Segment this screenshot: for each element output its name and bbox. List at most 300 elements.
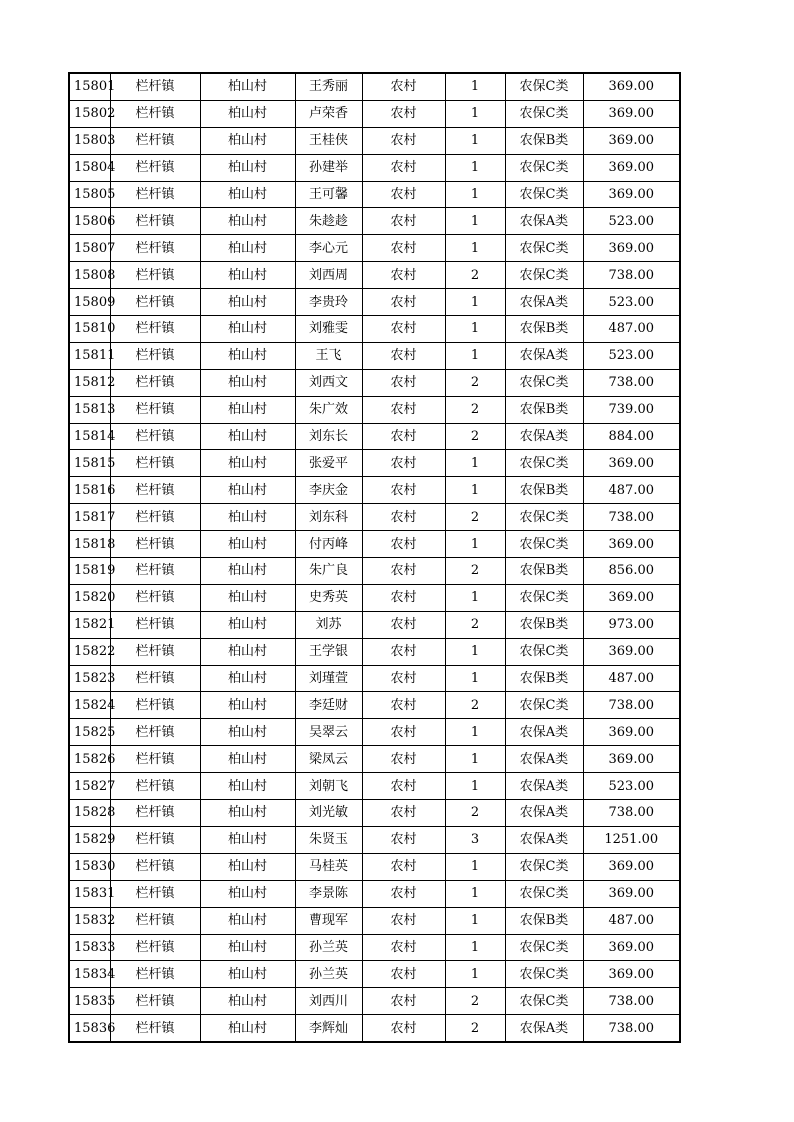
name-cell: 朱趁趁: [295, 208, 362, 235]
amount-cell: 369.00: [583, 746, 680, 773]
name-cell: 孙兰英: [295, 961, 362, 988]
area-type-cell: 农村: [362, 961, 445, 988]
amount-cell: 369.00: [583, 73, 680, 100]
village-cell: 柏山村: [200, 961, 295, 988]
insurance-class-cell: 农保B类: [505, 127, 583, 154]
insurance-class-cell: 农保B类: [505, 558, 583, 585]
amount-cell: 856.00: [583, 558, 680, 585]
area-type-cell: 农村: [362, 396, 445, 423]
village-cell: 柏山村: [200, 235, 295, 262]
village-cell: 柏山村: [200, 746, 295, 773]
record-id-cell: 15805: [69, 181, 110, 208]
village-cell: 柏山村: [200, 638, 295, 665]
town-cell: 栏杆镇: [110, 665, 200, 692]
amount-cell: 369.00: [583, 584, 680, 611]
town-cell: 栏杆镇: [110, 262, 200, 289]
record-id-cell: 15806: [69, 208, 110, 235]
insurance-class-cell: 农保A类: [505, 208, 583, 235]
insurance-class-cell: 农保A类: [505, 800, 583, 827]
record-id-cell: 15831: [69, 880, 110, 907]
area-type-cell: 农村: [362, 800, 445, 827]
amount-cell: 884.00: [583, 423, 680, 450]
household-count-cell: 2: [445, 396, 505, 423]
insurance-class-cell: 农保C类: [505, 961, 583, 988]
amount-cell: 369.00: [583, 181, 680, 208]
village-cell: 柏山村: [200, 880, 295, 907]
name-cell: 吴翠云: [295, 719, 362, 746]
area-type-cell: 农村: [362, 477, 445, 504]
village-cell: 柏山村: [200, 531, 295, 558]
record-id-cell: 15823: [69, 665, 110, 692]
town-cell: 栏杆镇: [110, 73, 200, 100]
household-count-cell: 1: [445, 531, 505, 558]
name-cell: 刘东科: [295, 504, 362, 531]
village-cell: 柏山村: [200, 719, 295, 746]
amount-cell: 739.00: [583, 396, 680, 423]
amount-cell: 738.00: [583, 800, 680, 827]
household-count-cell: 1: [445, 638, 505, 665]
assistance-table: [68, 72, 681, 1043]
village-cell: 柏山村: [200, 826, 295, 853]
village-cell: 柏山村: [200, 369, 295, 396]
household-count-cell: 1: [445, 208, 505, 235]
town-cell: 栏杆镇: [110, 181, 200, 208]
village-cell: 柏山村: [200, 154, 295, 181]
name-cell: 刘西周: [295, 262, 362, 289]
table-row: [69, 961, 680, 988]
insurance-class-cell: 农保B类: [505, 907, 583, 934]
area-type-cell: 农村: [362, 100, 445, 127]
name-cell: 李景陈: [295, 880, 362, 907]
table-row: [69, 127, 680, 154]
table-row: [69, 880, 680, 907]
record-id-cell: 15816: [69, 477, 110, 504]
area-type-cell: 农村: [362, 584, 445, 611]
village-cell: 柏山村: [200, 181, 295, 208]
insurance-class-cell: 农保A类: [505, 1015, 583, 1042]
household-count-cell: 1: [445, 235, 505, 262]
insurance-class-cell: 农保C类: [505, 692, 583, 719]
village-cell: 柏山村: [200, 423, 295, 450]
insurance-class-cell: 农保C类: [505, 531, 583, 558]
town-cell: 栏杆镇: [110, 558, 200, 585]
amount-cell: 487.00: [583, 316, 680, 343]
area-type-cell: 农村: [362, 154, 445, 181]
town-cell: 栏杆镇: [110, 1015, 200, 1042]
name-cell: 朱广良: [295, 558, 362, 585]
village-cell: 柏山村: [200, 208, 295, 235]
insurance-class-cell: 农保A类: [505, 773, 583, 800]
area-type-cell: 农村: [362, 826, 445, 853]
name-cell: 史秀英: [295, 584, 362, 611]
table-body: [69, 73, 680, 1042]
table-row: [69, 181, 680, 208]
name-cell: 孙兰英: [295, 934, 362, 961]
amount-cell: 1251.00: [583, 826, 680, 853]
insurance-class-cell: 农保B类: [505, 316, 583, 343]
insurance-class-cell: 农保B类: [505, 665, 583, 692]
name-cell: 李庆金: [295, 477, 362, 504]
village-cell: 柏山村: [200, 100, 295, 127]
village-cell: 柏山村: [200, 611, 295, 638]
amount-cell: 738.00: [583, 692, 680, 719]
town-cell: 栏杆镇: [110, 988, 200, 1015]
table-row: [69, 477, 680, 504]
insurance-class-cell: 农保C类: [505, 369, 583, 396]
area-type-cell: 农村: [362, 262, 445, 289]
town-cell: 栏杆镇: [110, 316, 200, 343]
name-cell: 刘雅雯: [295, 316, 362, 343]
name-cell: 马桂英: [295, 853, 362, 880]
household-count-cell: 2: [445, 262, 505, 289]
record-id-cell: 15827: [69, 773, 110, 800]
town-cell: 栏杆镇: [110, 423, 200, 450]
record-id-cell: 15804: [69, 154, 110, 181]
record-id-cell: 15813: [69, 396, 110, 423]
area-type-cell: 农村: [362, 746, 445, 773]
village-cell: 柏山村: [200, 853, 295, 880]
area-type-cell: 农村: [362, 450, 445, 477]
name-cell: 李心元: [295, 235, 362, 262]
household-count-cell: 1: [445, 316, 505, 343]
amount-cell: 487.00: [583, 477, 680, 504]
table-row: [69, 316, 680, 343]
record-id-cell: 15808: [69, 262, 110, 289]
record-id-cell: 15810: [69, 316, 110, 343]
village-cell: 柏山村: [200, 127, 295, 154]
amount-cell: 738.00: [583, 262, 680, 289]
amount-cell: 523.00: [583, 208, 680, 235]
village-cell: 柏山村: [200, 396, 295, 423]
amount-cell: 523.00: [583, 289, 680, 316]
name-cell: 刘苏: [295, 611, 362, 638]
table-row: [69, 342, 680, 369]
record-id-cell: 15821: [69, 611, 110, 638]
area-type-cell: 农村: [362, 988, 445, 1015]
town-cell: 栏杆镇: [110, 826, 200, 853]
name-cell: 曹现军: [295, 907, 362, 934]
record-id-cell: 15807: [69, 235, 110, 262]
table-row: [69, 369, 680, 396]
name-cell: 李廷财: [295, 692, 362, 719]
household-count-cell: 1: [445, 934, 505, 961]
amount-cell: 369.00: [583, 638, 680, 665]
household-count-cell: 1: [445, 477, 505, 504]
record-id-cell: 15803: [69, 127, 110, 154]
household-count-cell: 1: [445, 127, 505, 154]
name-cell: 卢荣香: [295, 100, 362, 127]
name-cell: 刘西川: [295, 988, 362, 1015]
village-cell: 柏山村: [200, 450, 295, 477]
amount-cell: 487.00: [583, 665, 680, 692]
household-count-cell: 2: [445, 1015, 505, 1042]
amount-cell: 738.00: [583, 988, 680, 1015]
record-id-cell: 15811: [69, 342, 110, 369]
town-cell: 栏杆镇: [110, 934, 200, 961]
village-cell: 柏山村: [200, 934, 295, 961]
record-id-cell: 15833: [69, 934, 110, 961]
town-cell: 栏杆镇: [110, 396, 200, 423]
record-id-cell: 15819: [69, 558, 110, 585]
record-id-cell: 15818: [69, 531, 110, 558]
amount-cell: 369.00: [583, 853, 680, 880]
record-id-cell: 15836: [69, 1015, 110, 1042]
town-cell: 栏杆镇: [110, 289, 200, 316]
village-cell: 柏山村: [200, 773, 295, 800]
table-row: [69, 208, 680, 235]
table-row: [69, 934, 680, 961]
insurance-class-cell: 农保C类: [505, 181, 583, 208]
village-cell: 柏山村: [200, 316, 295, 343]
household-count-cell: 1: [445, 100, 505, 127]
insurance-class-cell: 农保A类: [505, 423, 583, 450]
record-id-cell: 15815: [69, 450, 110, 477]
area-type-cell: 农村: [362, 638, 445, 665]
household-count-cell: 2: [445, 692, 505, 719]
record-id-cell: 15829: [69, 826, 110, 853]
table-row: [69, 665, 680, 692]
amount-cell: 369.00: [583, 154, 680, 181]
area-type-cell: 农村: [362, 423, 445, 450]
household-count-cell: 1: [445, 154, 505, 181]
village-cell: 柏山村: [200, 289, 295, 316]
name-cell: 孙建举: [295, 154, 362, 181]
insurance-class-cell: 农保A类: [505, 826, 583, 853]
amount-cell: 369.00: [583, 127, 680, 154]
table-row: [69, 692, 680, 719]
household-count-cell: 2: [445, 369, 505, 396]
table-row: [69, 504, 680, 531]
household-count-cell: 1: [445, 907, 505, 934]
town-cell: 栏杆镇: [110, 800, 200, 827]
household-count-cell: 2: [445, 558, 505, 585]
town-cell: 栏杆镇: [110, 907, 200, 934]
name-cell: 王桂侠: [295, 127, 362, 154]
household-count-cell: 1: [445, 584, 505, 611]
area-type-cell: 农村: [362, 127, 445, 154]
area-type-cell: 农村: [362, 73, 445, 100]
household-count-cell: 1: [445, 773, 505, 800]
area-type-cell: 农村: [362, 531, 445, 558]
table-row: [69, 1015, 680, 1042]
household-count-cell: 2: [445, 504, 505, 531]
insurance-class-cell: 农保B类: [505, 396, 583, 423]
table-row: [69, 154, 680, 181]
area-type-cell: 农村: [362, 369, 445, 396]
amount-cell: 369.00: [583, 880, 680, 907]
record-id-cell: 15802: [69, 100, 110, 127]
town-cell: 栏杆镇: [110, 746, 200, 773]
amount-cell: 369.00: [583, 719, 680, 746]
area-type-cell: 农村: [362, 289, 445, 316]
town-cell: 栏杆镇: [110, 880, 200, 907]
insurance-class-cell: 农保A类: [505, 719, 583, 746]
table-row: [69, 423, 680, 450]
village-cell: 柏山村: [200, 584, 295, 611]
village-cell: 柏山村: [200, 907, 295, 934]
area-type-cell: 农村: [362, 316, 445, 343]
area-type-cell: 农村: [362, 504, 445, 531]
household-count-cell: 1: [445, 289, 505, 316]
record-id-cell: 15809: [69, 289, 110, 316]
household-count-cell: 1: [445, 880, 505, 907]
insurance-class-cell: 农保C类: [505, 262, 583, 289]
village-cell: 柏山村: [200, 692, 295, 719]
name-cell: 李贵玲: [295, 289, 362, 316]
village-cell: 柏山村: [200, 262, 295, 289]
table-row: [69, 450, 680, 477]
table-row: [69, 853, 680, 880]
area-type-cell: 农村: [362, 1015, 445, 1042]
area-type-cell: 农村: [362, 934, 445, 961]
household-count-cell: 1: [445, 746, 505, 773]
record-id-cell: 15801: [69, 73, 110, 100]
amount-cell: 973.00: [583, 611, 680, 638]
area-type-cell: 农村: [362, 719, 445, 746]
insurance-class-cell: 农保B类: [505, 477, 583, 504]
town-cell: 栏杆镇: [110, 719, 200, 746]
record-id-cell: 15825: [69, 719, 110, 746]
insurance-class-cell: 农保C类: [505, 154, 583, 181]
town-cell: 栏杆镇: [110, 369, 200, 396]
area-type-cell: 农村: [362, 773, 445, 800]
name-cell: 梁凤云: [295, 746, 362, 773]
insurance-class-cell: 农保C类: [505, 988, 583, 1015]
table-row: [69, 73, 680, 100]
table-row: [69, 611, 680, 638]
amount-cell: 369.00: [583, 934, 680, 961]
area-type-cell: 农村: [362, 907, 445, 934]
area-type-cell: 农村: [362, 558, 445, 585]
insurance-class-cell: 农保C类: [505, 73, 583, 100]
insurance-class-cell: 农保B类: [505, 611, 583, 638]
table-row: [69, 558, 680, 585]
table-row: [69, 262, 680, 289]
household-count-cell: 2: [445, 423, 505, 450]
table-row: [69, 907, 680, 934]
table-row: [69, 638, 680, 665]
village-cell: 柏山村: [200, 504, 295, 531]
insurance-class-cell: 农保C类: [505, 638, 583, 665]
record-id-cell: 15828: [69, 800, 110, 827]
town-cell: 栏杆镇: [110, 584, 200, 611]
insurance-class-cell: 农保C类: [505, 504, 583, 531]
insurance-class-cell: 农保C类: [505, 853, 583, 880]
household-count-cell: 1: [445, 853, 505, 880]
name-cell: 王秀丽: [295, 73, 362, 100]
town-cell: 栏杆镇: [110, 531, 200, 558]
area-type-cell: 农村: [362, 665, 445, 692]
town-cell: 栏杆镇: [110, 853, 200, 880]
insurance-class-cell: 农保A类: [505, 342, 583, 369]
town-cell: 栏杆镇: [110, 961, 200, 988]
table-row: [69, 235, 680, 262]
amount-cell: 369.00: [583, 961, 680, 988]
name-cell: 朱贤玉: [295, 826, 362, 853]
village-cell: 柏山村: [200, 1015, 295, 1042]
town-cell: 栏杆镇: [110, 154, 200, 181]
insurance-class-cell: 农保C类: [505, 235, 583, 262]
record-id-cell: 15812: [69, 369, 110, 396]
table-row: [69, 289, 680, 316]
amount-cell: 738.00: [583, 1015, 680, 1042]
town-cell: 栏杆镇: [110, 127, 200, 154]
name-cell: 刘东长: [295, 423, 362, 450]
insurance-class-cell: 农保C类: [505, 584, 583, 611]
table-row: [69, 988, 680, 1015]
amount-cell: 369.00: [583, 100, 680, 127]
town-cell: 栏杆镇: [110, 773, 200, 800]
name-cell: 刘西文: [295, 369, 362, 396]
record-id-cell: 15824: [69, 692, 110, 719]
town-cell: 栏杆镇: [110, 450, 200, 477]
household-count-cell: 1: [445, 450, 505, 477]
household-count-cell: 2: [445, 611, 505, 638]
insurance-class-cell: 农保C类: [505, 880, 583, 907]
household-count-cell: 1: [445, 719, 505, 746]
table-row: [69, 746, 680, 773]
table-row: [69, 531, 680, 558]
name-cell: 王飞: [295, 342, 362, 369]
household-count-cell: 1: [445, 665, 505, 692]
village-cell: 柏山村: [200, 342, 295, 369]
household-count-cell: 1: [445, 961, 505, 988]
village-cell: 柏山村: [200, 988, 295, 1015]
name-cell: 刘光敏: [295, 800, 362, 827]
town-cell: 栏杆镇: [110, 477, 200, 504]
name-cell: 王学银: [295, 638, 362, 665]
record-id-cell: 15814: [69, 423, 110, 450]
record-id-cell: 15826: [69, 746, 110, 773]
town-cell: 栏杆镇: [110, 638, 200, 665]
village-cell: 柏山村: [200, 665, 295, 692]
town-cell: 栏杆镇: [110, 342, 200, 369]
household-count-cell: 1: [445, 181, 505, 208]
name-cell: 刘瑾萱: [295, 665, 362, 692]
town-cell: 栏杆镇: [110, 235, 200, 262]
record-id-cell: 15817: [69, 504, 110, 531]
table-row: [69, 584, 680, 611]
insurance-class-cell: 农保A类: [505, 746, 583, 773]
record-id-cell: 15830: [69, 853, 110, 880]
town-cell: 栏杆镇: [110, 100, 200, 127]
amount-cell: 738.00: [583, 504, 680, 531]
table-row: [69, 396, 680, 423]
area-type-cell: 农村: [362, 208, 445, 235]
amount-cell: 369.00: [583, 235, 680, 262]
town-cell: 栏杆镇: [110, 611, 200, 638]
area-type-cell: 农村: [362, 880, 445, 907]
village-cell: 柏山村: [200, 800, 295, 827]
record-id-cell: 15822: [69, 638, 110, 665]
town-cell: 栏杆镇: [110, 692, 200, 719]
record-id-cell: 15820: [69, 584, 110, 611]
insurance-class-cell: 农保C类: [505, 934, 583, 961]
area-type-cell: 农村: [362, 235, 445, 262]
table-row: [69, 719, 680, 746]
name-cell: 刘朝飞: [295, 773, 362, 800]
table-row: [69, 100, 680, 127]
insurance-class-cell: 农保C类: [505, 450, 583, 477]
table-row: [69, 773, 680, 800]
village-cell: 柏山村: [200, 477, 295, 504]
record-id-cell: 15832: [69, 907, 110, 934]
village-cell: 柏山村: [200, 558, 295, 585]
amount-cell: 369.00: [583, 531, 680, 558]
name-cell: 李辉灿: [295, 1015, 362, 1042]
town-cell: 栏杆镇: [110, 208, 200, 235]
record-id-cell: 15835: [69, 988, 110, 1015]
